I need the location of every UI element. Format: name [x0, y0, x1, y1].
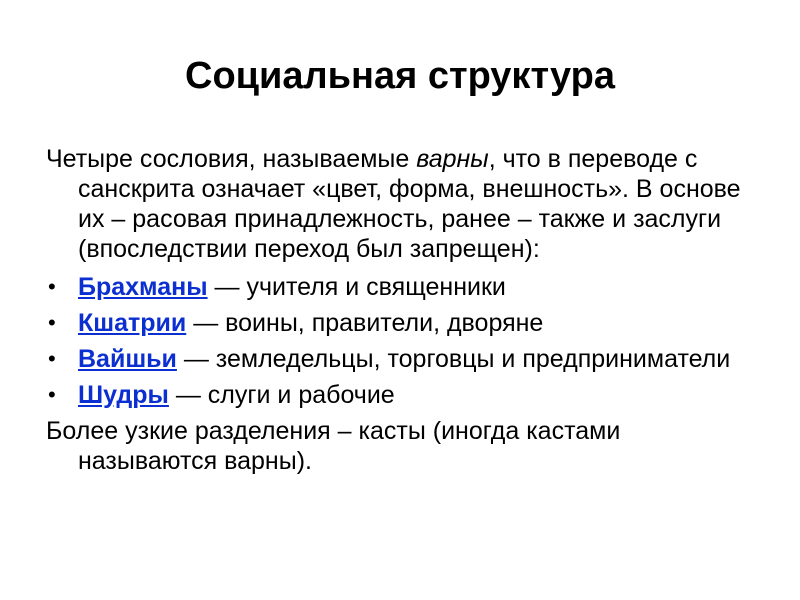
list-item-kshatriyas	[46, 308, 766, 338]
list-item-description: — слуги и рабочие	[168, 381, 395, 409]
list-item-description: — воины, правители, дворяне	[186, 309, 544, 337]
varna-list	[46, 272, 766, 410]
intro-text-end: , что в переводе с санскрита означает «цвет, форма, внешность». В основе их – расовая принадлежность, ранее – также и заслуги (впоследствии переход был запрещен):	[78, 145, 741, 263]
link-kshatriyas[interactable]: Кшатрии	[78, 309, 187, 337]
bullet-icon: •	[48, 382, 56, 407]
link-vaishyas[interactable]: Вайшьи	[78, 345, 177, 373]
link-brahmins[interactable]: Брахманы	[78, 273, 208, 301]
list-item-description: — учителя и священники	[207, 273, 506, 301]
slide-content	[46, 144, 766, 476]
intro-emphasis: варны	[416, 145, 489, 173]
list-item-vaishyas	[46, 344, 766, 374]
bullet-icon: •	[48, 310, 56, 335]
intro-text-start: Четыре сословия, называемые	[46, 145, 417, 173]
list-item-shudras	[46, 380, 766, 410]
list-item-description: — земледельцы, торговцы и предприниматели	[176, 345, 731, 373]
bullet-icon: •	[48, 346, 56, 371]
link-shudras[interactable]: Шудры	[78, 381, 169, 409]
bullet-icon: •	[48, 274, 56, 299]
closing-paragraph: Более узкие разделения – касты (иногда кастами называются варны).	[46, 417, 621, 475]
intro-paragraph	[46, 144, 766, 264]
slide-title: Социальная структура	[185, 55, 615, 97]
list-item-brahmins	[46, 272, 766, 302]
